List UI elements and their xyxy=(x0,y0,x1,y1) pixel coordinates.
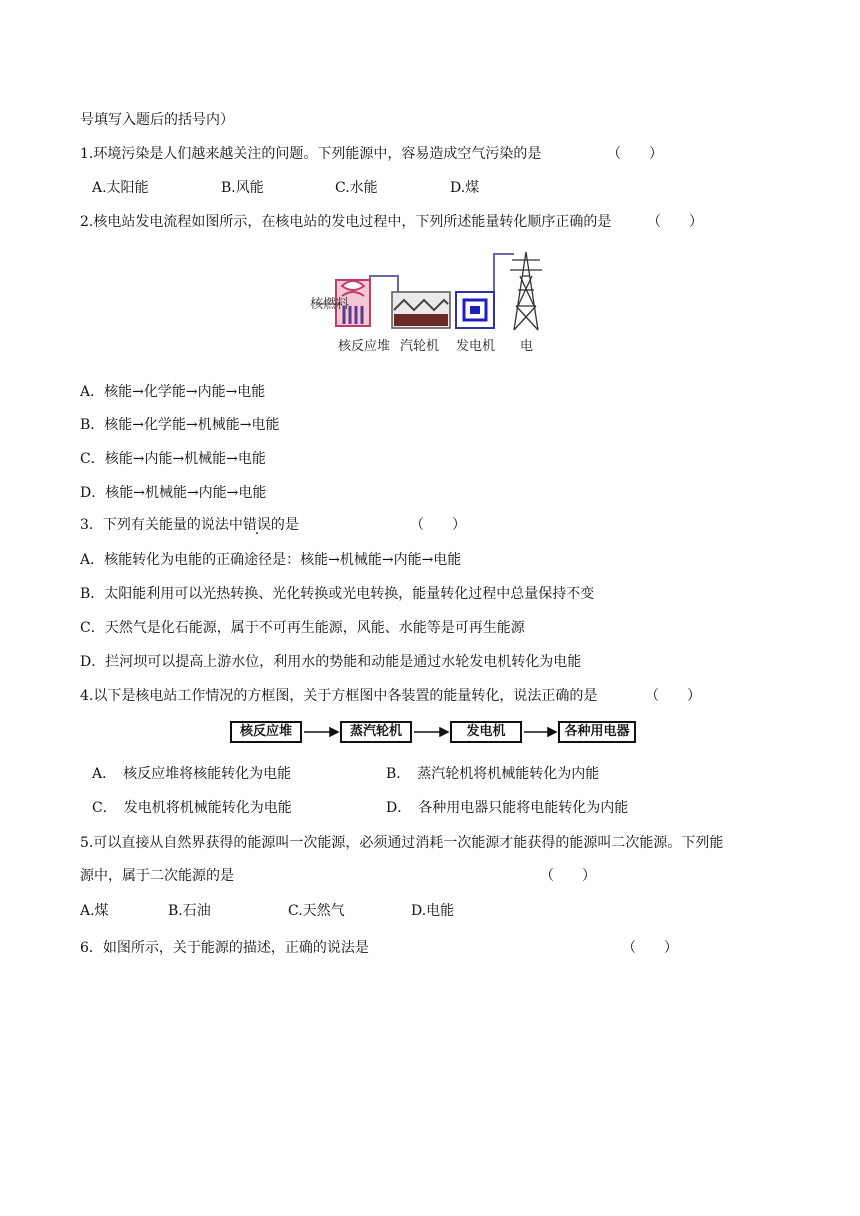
q1-answer-blank: （ ） xyxy=(607,146,663,162)
q4-option-b: B． 蒸汽轮机将机械能转化为内能 xyxy=(386,766,600,782)
q6-answer-blank: （ ） xyxy=(622,940,678,956)
q2-answer-blank: （ ） xyxy=(647,214,703,230)
q1-option-a: A.太阳能 xyxy=(92,180,149,196)
q5-option-a: A.煤 xyxy=(80,903,109,919)
flow-box-steam-turbine: 蒸汽轮机 xyxy=(340,721,412,743)
electricity-label: 电 xyxy=(520,339,534,354)
flow-arrows xyxy=(230,721,636,745)
generator-icon xyxy=(456,292,494,328)
q3-answer-blank: （ ） xyxy=(410,517,466,533)
flow-box-appliances: 各种用电器 xyxy=(558,721,636,743)
q4-answer-blank: （ ） xyxy=(645,688,701,704)
q3-emphasis: 错误 xyxy=(242,517,271,533)
power-flow-diagram xyxy=(230,721,636,745)
q6-stem: 6．如图所示，关于能源的描述，正确的说法是 xyxy=(80,940,369,956)
q1-option-c: C.水能 xyxy=(335,180,378,196)
generator-label: 发电机 xyxy=(456,339,496,354)
reactor-label: 核反应堆 xyxy=(338,339,391,354)
flow-box-reactor: 核反应堆 xyxy=(230,721,302,743)
q3-option-b: B．太阳能利用可以光热转换、光化转换或光电转换，能量转化过程中总量保持不变 xyxy=(80,586,595,602)
q3-option-d: D．拦河坝可以提高上游水位，利用水的势能和动能是通过水轮发电机转化为电能 xyxy=(80,654,582,670)
q1-stem: 1.环境污染是人们越来越关注的问题。下列能源中，容易造成空气污染的是 xyxy=(80,146,542,162)
intro-text: 号填写入题后的括号内） xyxy=(80,112,234,128)
q5-option-d: D.电能 xyxy=(411,903,455,919)
q3-stem: 3．下列有关能量的说法中错误的是 xyxy=(80,517,299,533)
q4-option-d: D． 各种用电器只能将电能转化为内能 xyxy=(386,800,629,816)
flow-box-generator: 发电机 xyxy=(450,721,522,743)
q2-option-b: B．核能→化学能→机械能→电能 xyxy=(80,417,280,433)
nuclear-plant-figure xyxy=(308,246,560,356)
q5-option-b: B.石油 xyxy=(168,903,211,919)
q5-stem-line1: 5.可以直接从自然界获得的能源叫一次能源，必须通过消耗一次能源才能获得的能源叫二次能源。下列能 xyxy=(80,835,724,851)
q2-option-d: D．核能→机械能→内能→电能 xyxy=(80,485,267,501)
q5-stem-line2: 源中，属于二次能源的是 xyxy=(80,868,234,884)
q2-option-c: C．核能→内能→机械能→电能 xyxy=(80,451,266,467)
q2-option-a: A．核能→化学能→内能→电能 xyxy=(80,384,266,400)
q4-stem: 4.以下是核电站工作情况的方框图，关于方框图中各装置的能量转化，说法正确的是 xyxy=(80,688,598,704)
q2-stem: 2.核电站发电流程如图所示，在核电站的发电过程中，下列所述能量转化顺序正确的是 xyxy=(80,214,612,230)
q1-option-d: D.煤 xyxy=(450,180,480,196)
turbine-icon xyxy=(392,292,450,328)
q1-option-b: B.风能 xyxy=(221,180,264,196)
turbine-label: 汽轮机 xyxy=(400,339,440,354)
power-pylon-icon xyxy=(510,252,542,330)
q4-option-a: A． 核反应堆将核能转化为电能 xyxy=(92,766,292,782)
q4-option-c: C． 发电机将机械能转化为电能 xyxy=(92,800,292,816)
q5-option-c: C.天然气 xyxy=(288,903,345,919)
q5-answer-blank: （ ） xyxy=(540,868,596,884)
fuel-label: 核燃料 xyxy=(310,297,350,312)
q3-option-c: C．天然气是化石能源，属于不可再生能源，风能、水能等是可再生能源 xyxy=(80,620,525,636)
q3-option-a: A．核能转化为电能的正确途径是：核能→机械能→内能→电能 xyxy=(80,552,462,568)
